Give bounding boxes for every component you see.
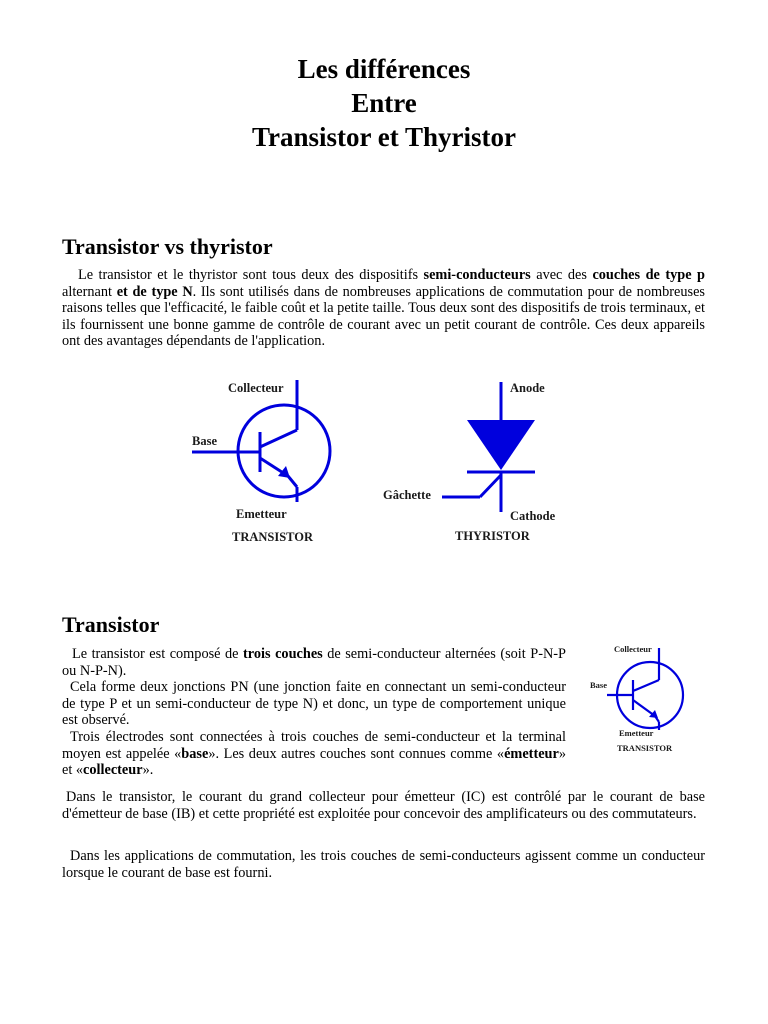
transistor-paragraph-5 xyxy=(62,848,705,881)
t-p1-text-2: de semi-conducteur alternées (soit P-N-P ou N-P-N). xyxy=(62,646,567,679)
section-heading-transistor: Transistor xyxy=(62,612,160,637)
intro-text-4: . Ils sont utilisés dans de nombreuses applications de commutation pour de nombreuses raisons telles que l'efficacité, le faible coût et la petite taille. Tous deux sont des dispositifs de trois terminaux, et ils fournissent une bonne gamme de contrôle de courant avec un petit courant de contrôle. Ces deux appareils ont des avantages dépendants de l'application. xyxy=(62,283,705,350)
transistor-paragraph-4-text: Dans le transistor, le courant du grand collecteur pour émetteur (IC) est contrôlé par le courant de base d'émetteur de base (IB) et cette propriété est exploitée pour concevoir des amplificateurs ou des commutateurs. xyxy=(62,789,705,822)
intro-text-3: alternant xyxy=(62,283,117,300)
transistor-collecteur-label: Collecteur xyxy=(228,381,284,395)
t-p1-text-1: Le transistor est composé de xyxy=(72,646,244,662)
thyristor-anode-label: Anode xyxy=(510,381,545,395)
transistor-small-symbol xyxy=(607,648,683,730)
intro-text-1: Le transistor et le thyristor sont tous deux des dispositifs xyxy=(78,267,424,283)
t-p1-bold-1: trois couches xyxy=(243,646,323,662)
thyristor-caption: THYRISTOR xyxy=(455,529,530,543)
transistor-paragraph-4 xyxy=(62,789,705,822)
t-p3-bold-3: collecteur xyxy=(83,762,143,779)
t-p3-text-1: Trois électrodes sont connectées à trois couches de semi-conducteur et la terminal moyen est appelée « xyxy=(62,728,566,762)
small-caption: TRANSISTOR xyxy=(617,743,673,753)
small-emetteur-label: Emetteur xyxy=(619,728,654,738)
t-p3-text-3: » et « xyxy=(62,745,566,779)
transistor-paragraph-1 xyxy=(62,646,566,679)
t-p3-text-4: ». xyxy=(142,762,154,779)
transistor-paragraph-5-text: Dans les applications de commutation, les trois couches de semi-conducteurs agissent comme un conducteur lorsque le courant de base est fourni. xyxy=(62,848,705,881)
t-p3-text-2: ». Les deux autres couches sont connues comme « xyxy=(208,745,505,762)
title-line-2: Entre xyxy=(351,88,417,118)
transistor-emetteur-label: Emetteur xyxy=(236,507,287,521)
transistor-paragraph-2: Cela forme deux jonctions PN (une jonction faite en connectant un semi-conducteur de type P et un semi-conducteur de type N) et donc, un type de comportement unique est observé. xyxy=(62,679,566,729)
section-heading-transistor-vs-thyristor: Transistor vs thyristor xyxy=(62,234,273,259)
transistor-small-arrow-icon xyxy=(649,710,658,718)
transistor-paragraph-3 xyxy=(62,729,566,779)
small-collecteur-label: Collecteur xyxy=(614,644,652,654)
small-base-label: Base xyxy=(590,680,607,690)
intro-paragraph xyxy=(62,267,705,350)
title-line-1: Les différences xyxy=(297,54,471,84)
transistor-base-label: Base xyxy=(192,434,217,448)
intro-bold-3: et de type N xyxy=(116,283,193,300)
transistor-paragraph-block xyxy=(62,646,566,779)
title-line-3: Transistor et Thyristor xyxy=(252,122,516,152)
transistor-thyristor-diagram xyxy=(180,372,580,552)
intro-bold-1: semi-conducteurs xyxy=(423,267,531,283)
transistor-caption: TRANSISTOR xyxy=(232,530,314,544)
intro-bold-2: couches de type p xyxy=(592,267,705,283)
thyristor-diode-triangle-icon xyxy=(467,420,535,470)
t-p3-bold-1: base xyxy=(181,745,209,762)
transistor-small-diagram xyxy=(585,638,707,760)
t-p3-bold-2: émetteur xyxy=(504,745,559,762)
thyristor-cathode-label: Cathode xyxy=(510,509,556,523)
intro-text-2: avec des xyxy=(530,267,593,283)
thyristor-gachette-label: Gâchette xyxy=(383,488,431,502)
